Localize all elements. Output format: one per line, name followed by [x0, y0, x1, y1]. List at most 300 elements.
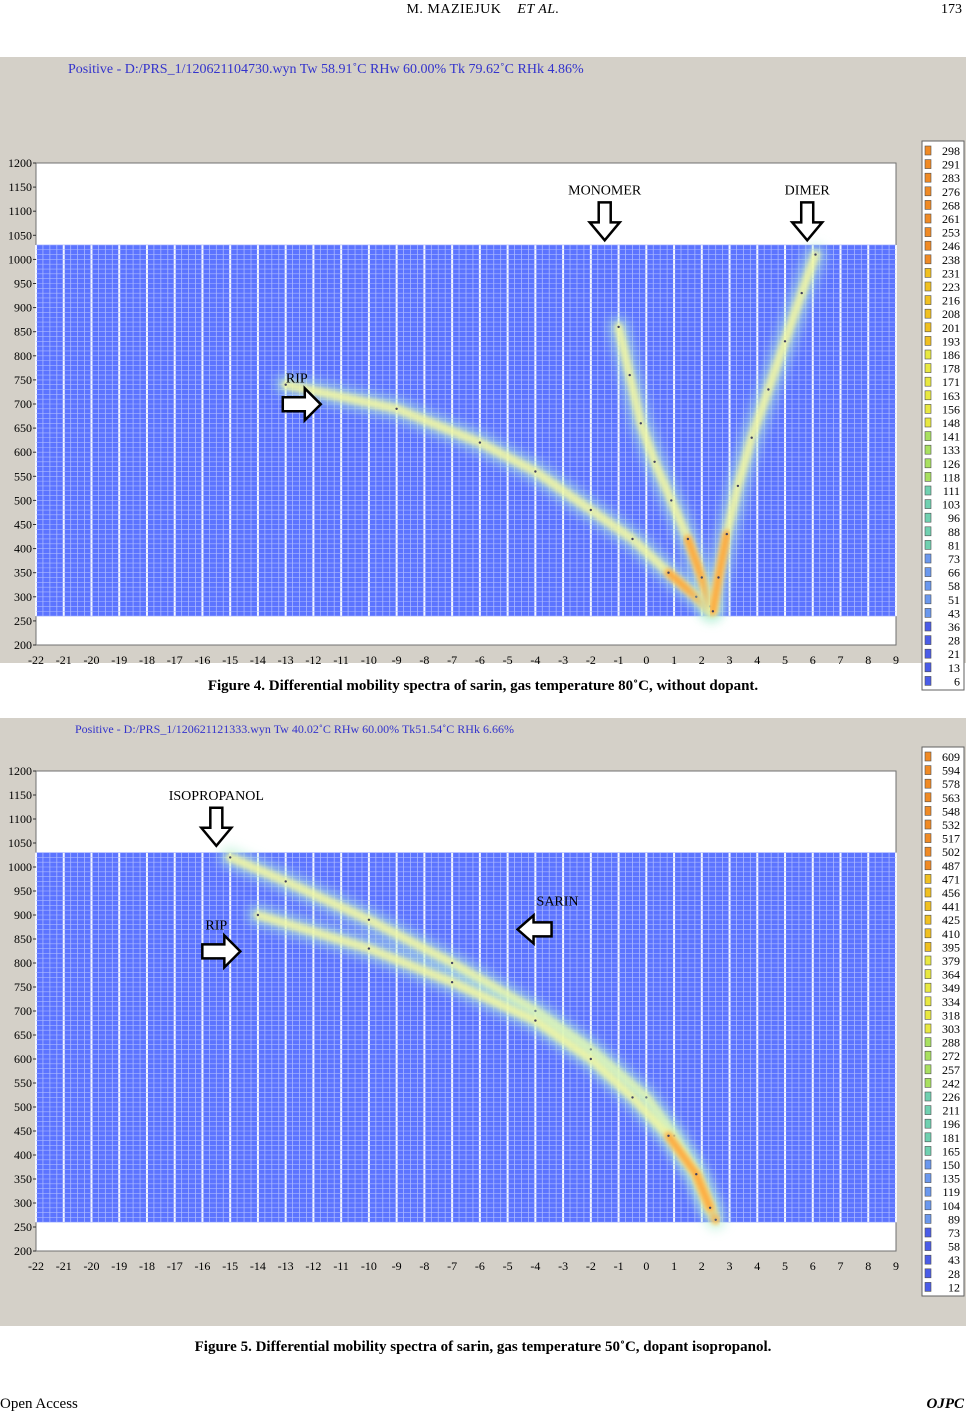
legend-swatch — [925, 983, 931, 992]
y-tick-label: 1150 — [8, 788, 32, 802]
x-tick-label: -7 — [447, 653, 458, 667]
legend-value: 578 — [942, 777, 960, 792]
legend-value: 223 — [942, 280, 960, 294]
x-axis — [28, 1259, 899, 1273]
y-tick-label: 1000 — [8, 860, 32, 874]
data-point — [479, 441, 481, 443]
x-tick-label: -13 — [277, 1259, 294, 1273]
legend-swatch — [925, 513, 931, 522]
legend-swatch — [925, 874, 931, 883]
y-tick-label: 600 — [14, 1052, 32, 1066]
x-tick-label: 4 — [754, 653, 761, 667]
x-tick-label: -2 — [585, 1259, 596, 1273]
figure-4-caption: Figure 4. Differential mobility spectra of sarin, gas temperature 80˚C, without dopant. — [207, 678, 759, 694]
legend-value: 517 — [942, 831, 960, 846]
legend-value: 502 — [942, 845, 960, 860]
legend-swatch — [925, 820, 931, 829]
legend-value: 276 — [942, 184, 960, 199]
x-tick-label: -21 — [55, 1259, 72, 1273]
x-tick-label: -19 — [111, 653, 128, 667]
annotation-label: RIP — [205, 918, 228, 934]
legend-swatch — [925, 663, 931, 672]
legend-value: 135 — [942, 1171, 960, 1186]
y-tick-label: 1200 — [8, 764, 32, 778]
data-point — [667, 572, 669, 574]
x-tick-label: 1 — [671, 653, 678, 667]
y-tick-label: 400 — [14, 1148, 32, 1162]
x-tick-label: -15 — [222, 1259, 239, 1273]
legend-swatch — [925, 418, 931, 427]
x-tick-label: -7 — [447, 1259, 458, 1273]
legend-value: 456 — [942, 886, 960, 900]
x-tick-label: -4 — [530, 653, 541, 667]
data-point — [631, 1096, 633, 1098]
x-tick-label: -9 — [391, 1259, 402, 1273]
legend-swatch — [925, 1051, 931, 1060]
y-tick-label: 900 — [14, 908, 32, 922]
legend-value: 238 — [942, 252, 960, 267]
legend-swatch — [925, 956, 931, 965]
legend-value: 73 — [948, 552, 960, 566]
legend-value: 532 — [942, 818, 960, 832]
legend-value: 73 — [948, 1226, 960, 1240]
x-tick-label: -5 — [502, 1259, 513, 1273]
legend-swatch — [925, 929, 931, 938]
y-tick-label: 800 — [14, 956, 32, 970]
x-tick-label: -21 — [55, 653, 72, 667]
y-tick-label: 200 — [14, 638, 32, 652]
data-point — [590, 1058, 592, 1060]
legend-value: 283 — [942, 171, 960, 186]
legend-value: 133 — [942, 443, 960, 458]
data-point — [695, 1173, 697, 1175]
data-point — [229, 856, 231, 858]
legend-swatch — [925, 404, 931, 413]
x-tick-label: 8 — [865, 653, 872, 667]
legend-value: 395 — [942, 940, 960, 955]
legend-swatch — [925, 1255, 931, 1264]
y-tick-label: 1150 — [8, 180, 32, 195]
data-point — [814, 253, 816, 255]
legend-value: 216 — [942, 293, 960, 308]
y-tick-label: 200 — [14, 1244, 32, 1258]
legend-swatch — [925, 486, 931, 495]
x-tick-label: -16 — [194, 1259, 211, 1273]
legend-swatch — [925, 1038, 931, 1047]
legend-swatch — [925, 554, 931, 563]
data-point — [751, 437, 753, 439]
legend-swatch — [925, 752, 931, 761]
x-tick-label: 3 — [726, 1259, 733, 1273]
legend-swatch — [925, 608, 931, 617]
x-tick-label: -8 — [419, 653, 430, 667]
y-tick-label: 550 — [14, 1076, 32, 1090]
x-axis — [28, 653, 899, 667]
data-point — [701, 576, 703, 578]
chart-title: Positive - D:/PRS_1/120621121333.wyn Tw 40.02˚C RHw 60.00% Tk51.54˚C RHk 6.66% — [75, 722, 514, 736]
page-header — [0, 0, 966, 28]
x-tick-label: -18 — [138, 1259, 155, 1273]
x-tick-label: -11 — [333, 653, 349, 667]
legend-value: 268 — [942, 198, 960, 213]
legend-swatch — [925, 500, 931, 509]
x-tick-label: 7 — [837, 1259, 844, 1273]
legend-value: 150 — [942, 1158, 960, 1172]
x-tick-label: 6 — [809, 1259, 816, 1273]
legend-value: 441 — [942, 899, 960, 914]
x-tick-label: -12 — [305, 1259, 322, 1273]
y-tick-label: 450 — [14, 517, 32, 532]
y-tick-label: 350 — [14, 565, 32, 580]
legend-value: 103 — [942, 497, 960, 512]
legend-swatch — [925, 200, 931, 209]
x-tick-label: -12 — [305, 653, 322, 667]
y-tick-label: 850 — [14, 324, 32, 339]
data-point — [285, 880, 287, 882]
legend-swatch — [925, 1160, 931, 1169]
legend-value: 43 — [948, 1253, 960, 1268]
legend-value: 196 — [942, 1117, 960, 1132]
x-tick-label: 9 — [893, 1259, 899, 1273]
x-tick-label: 5 — [782, 653, 789, 667]
legend-value: 425 — [942, 913, 960, 928]
data-point — [653, 461, 655, 463]
legend-value: 126 — [942, 456, 960, 471]
y-tick-label: 950 — [14, 276, 32, 291]
y-tick-label: 350 — [14, 1172, 32, 1186]
legend-value: 208 — [942, 307, 960, 322]
y-tick-label: 700 — [14, 397, 32, 411]
legend-value: 410 — [942, 926, 960, 941]
legend-value: 257 — [942, 1062, 960, 1077]
legend-swatch — [925, 1174, 931, 1183]
data-point — [629, 374, 631, 376]
legend-value: 28 — [948, 633, 960, 648]
legend-value: 181 — [942, 1130, 960, 1145]
y-tick-label: 600 — [14, 445, 32, 460]
legend-swatch — [925, 622, 931, 631]
x-tick-label: -4 — [530, 1259, 541, 1273]
x-tick-label: -20 — [83, 1259, 100, 1273]
y-tick-label: 650 — [14, 1028, 32, 1042]
x-tick-label: 9 — [893, 653, 899, 667]
color-legend — [922, 747, 964, 1296]
y-tick-label: 500 — [14, 493, 32, 508]
legend-value: 28 — [948, 1266, 960, 1281]
legend-value: 272 — [942, 1049, 960, 1064]
x-tick-label: -1 — [613, 1259, 624, 1273]
y-axis — [8, 156, 36, 652]
legend-swatch — [925, 364, 931, 373]
data-point — [590, 509, 592, 511]
x-tick-label: -17 — [166, 1259, 183, 1273]
y-axis — [8, 764, 36, 1258]
data-point — [640, 422, 642, 424]
footer-journal: OJPC — [926, 1396, 964, 1412]
legend-value: 291 — [942, 157, 960, 172]
legend-swatch — [925, 309, 931, 318]
chart-title: Positive - D:/PRS_1/120621104730.wyn Tw 58.91˚C RHw 60.00% Tk 79.62˚C RHk 4.86% — [68, 62, 584, 77]
header-authors: M. MAZIEJUK — [406, 2, 502, 17]
annotation-label: DIMER — [784, 183, 830, 199]
legend-swatch — [925, 336, 931, 345]
data-point — [670, 499, 672, 501]
footer-open-access: Open Access — [0, 1396, 78, 1412]
x-tick-label: -17 — [166, 653, 183, 667]
x-tick-label: -6 — [474, 653, 485, 667]
x-tick-label: 0 — [643, 1259, 650, 1273]
x-tick-label: 4 — [754, 1259, 761, 1273]
legend-swatch — [925, 1106, 931, 1115]
legend-swatch — [925, 391, 931, 400]
legend-value: 242 — [942, 1076, 960, 1091]
data-point — [368, 919, 370, 921]
legend-swatch — [925, 527, 931, 536]
x-tick-label: -11 — [333, 1259, 349, 1273]
legend-value: 563 — [942, 790, 960, 805]
x-tick-label: -9 — [391, 653, 402, 667]
x-tick-label: -14 — [249, 653, 266, 667]
legend-value: 201 — [942, 320, 960, 335]
data-point — [534, 1019, 536, 1021]
annotation-label: MONOMER — [568, 183, 642, 199]
y-tick-label: 1050 — [8, 836, 32, 850]
data-point — [257, 914, 259, 916]
legend-value: 379 — [942, 954, 960, 968]
data-point — [784, 340, 786, 342]
legend-value: 66 — [948, 565, 960, 580]
legend-swatch — [925, 834, 931, 843]
x-tick-label: -22 — [28, 653, 44, 667]
legend-swatch — [925, 1078, 931, 1087]
legend-swatch — [925, 1010, 931, 1019]
legend-swatch — [925, 173, 931, 182]
legend-swatch — [925, 1119, 931, 1128]
legend-swatch — [925, 1024, 931, 1033]
x-tick-label: -19 — [111, 1259, 128, 1273]
legend-swatch — [925, 282, 931, 291]
data-point — [395, 408, 397, 410]
data-point — [368, 947, 370, 949]
legend-swatch — [925, 214, 931, 223]
data-point — [801, 292, 803, 294]
legend-swatch — [925, 1214, 931, 1223]
legend-swatch — [925, 160, 931, 169]
data-point — [451, 981, 453, 983]
figure-5-caption: Figure 5. Differential mobility spectra of sarin, gas temperature 50˚C, dopant isopropanol. — [194, 1339, 772, 1355]
x-tick-label: -10 — [360, 653, 377, 667]
page-number: 173 — [941, 2, 962, 17]
legend-value: 81 — [948, 538, 960, 553]
x-tick-label: 2 — [698, 653, 705, 667]
color-legend — [922, 141, 964, 690]
legend-swatch — [925, 255, 931, 264]
x-tick-label: 7 — [837, 653, 844, 667]
x-tick-label: -13 — [277, 653, 294, 667]
legend-value: 261 — [942, 212, 960, 226]
legend-value: 148 — [942, 416, 960, 430]
legend-value: 141 — [942, 429, 960, 444]
legend-swatch — [925, 636, 931, 645]
x-tick-label: -8 — [419, 1259, 430, 1273]
x-tick-label: -3 — [558, 653, 569, 667]
data-point — [767, 388, 769, 390]
legend-swatch — [925, 1133, 931, 1142]
data-point — [712, 610, 714, 612]
data-point — [617, 326, 619, 328]
legend-value: 246 — [942, 239, 960, 254]
data-point — [737, 485, 739, 487]
legend-swatch — [925, 445, 931, 454]
y-tick-label: 900 — [14, 300, 32, 315]
x-tick-label: -5 — [502, 653, 513, 667]
legend-swatch — [925, 568, 931, 577]
data-point — [687, 538, 689, 540]
legend-value: 12 — [948, 1280, 960, 1295]
x-tick-label: 2 — [698, 1259, 705, 1273]
legend-value: 21 — [948, 647, 960, 662]
legend-swatch — [925, 1201, 931, 1210]
x-tick-label: -6 — [474, 1259, 485, 1273]
legend-swatch — [925, 268, 931, 277]
y-tick-label: 700 — [14, 1004, 32, 1018]
legend-swatch — [925, 595, 931, 604]
y-tick-label: 950 — [14, 884, 32, 898]
legend-swatch — [925, 459, 931, 468]
legend-swatch — [925, 1242, 931, 1251]
legend-value: 471 — [942, 872, 960, 887]
legend-value: 165 — [942, 1144, 960, 1159]
legend-swatch — [925, 1269, 931, 1278]
legend-swatch — [925, 970, 931, 979]
legend-swatch — [925, 861, 931, 870]
data-point — [534, 470, 536, 472]
y-tick-label: 550 — [14, 469, 32, 484]
legend-swatch — [925, 146, 931, 155]
legend-swatch — [925, 241, 931, 250]
x-tick-label: 8 — [865, 1259, 872, 1273]
heatmap-chart-figure-5 — [0, 718, 966, 1326]
legend-value: 171 — [942, 375, 960, 390]
header-et-al: ET AL. — [517, 2, 560, 17]
annotation-label: SARIN — [536, 894, 579, 910]
data-point — [709, 1207, 711, 1209]
legend-value: 163 — [942, 388, 960, 403]
legend-value: 178 — [942, 361, 960, 376]
y-tick-label: 250 — [14, 1220, 32, 1234]
y-tick-label: 450 — [14, 1124, 32, 1138]
legend-value: 96 — [948, 511, 960, 526]
legend-swatch — [925, 323, 931, 332]
x-tick-label: 5 — [782, 1259, 789, 1273]
legend-swatch — [925, 350, 931, 359]
legend-value: 303 — [942, 1022, 960, 1036]
x-tick-label: -18 — [138, 653, 155, 667]
legend-swatch — [925, 1282, 931, 1291]
x-tick-label: 1 — [671, 1259, 678, 1273]
legend-swatch — [925, 779, 931, 788]
legend-swatch — [925, 997, 931, 1006]
legend-value: 364 — [942, 967, 960, 982]
annotation-label: RIP — [285, 371, 308, 387]
legend-value: 211 — [942, 1103, 960, 1118]
data-point — [726, 533, 728, 535]
x-tick-label: -14 — [249, 1259, 266, 1273]
x-tick-label: -22 — [28, 1259, 44, 1273]
legend-swatch — [925, 1146, 931, 1155]
y-tick-label: 300 — [14, 589, 32, 604]
running-title — [0, 2, 966, 18]
legend-value: 43 — [948, 606, 960, 621]
y-tick-label: 800 — [14, 348, 32, 363]
legend-swatch — [925, 942, 931, 951]
y-tick-label: 1100 — [8, 204, 32, 219]
x-tick-label: -15 — [222, 653, 239, 667]
legend-value: 89 — [948, 1212, 960, 1227]
legend-value: 226 — [942, 1090, 960, 1104]
y-tick-label: 750 — [14, 372, 32, 387]
legend-value: 231 — [942, 266, 960, 281]
y-tick-label: 750 — [14, 980, 32, 994]
legend-value: 288 — [942, 1035, 960, 1050]
legend-value: 193 — [942, 334, 960, 349]
legend-value: 6 — [954, 674, 960, 689]
legend-value: 548 — [942, 804, 960, 819]
legend-swatch — [925, 806, 931, 815]
legend-value: 58 — [948, 579, 960, 594]
data-point — [631, 538, 633, 540]
data-point — [451, 962, 453, 964]
chart-panel-figure-5 — [0, 718, 966, 1326]
legend-value: 13 — [948, 660, 960, 675]
legend-value: 104 — [942, 1198, 960, 1213]
legend-value: 36 — [948, 620, 960, 634]
y-tick-label: 1050 — [8, 228, 32, 243]
x-tick-label: -10 — [360, 1259, 377, 1273]
legend-swatch — [925, 472, 931, 481]
legend-swatch — [925, 888, 931, 897]
legend-value: 334 — [942, 994, 960, 1009]
legend-value: 609 — [942, 750, 960, 764]
legend-value: 118 — [942, 470, 960, 485]
legend-value: 119 — [942, 1185, 960, 1200]
legend-swatch — [925, 432, 931, 441]
y-tick-label: 300 — [14, 1196, 32, 1210]
legend-swatch — [925, 847, 931, 856]
legend-swatch — [925, 581, 931, 590]
data-point — [667, 1135, 669, 1137]
legend-value: 111 — [942, 484, 960, 498]
data-point — [717, 576, 719, 578]
legend-swatch — [925, 915, 931, 924]
y-tick-label: 400 — [14, 541, 32, 556]
legend-swatch — [925, 296, 931, 305]
legend-value: 51 — [948, 592, 960, 607]
legend-swatch — [925, 1228, 931, 1237]
legend-value: 156 — [942, 402, 960, 417]
x-tick-label: -3 — [558, 1259, 569, 1273]
legend-swatch — [925, 1092, 931, 1101]
x-tick-label: -20 — [83, 653, 100, 667]
legend-value: 487 — [942, 858, 960, 873]
x-tick-label: 0 — [643, 653, 650, 667]
data-point — [715, 1219, 717, 1221]
y-tick-label: 1100 — [8, 812, 32, 826]
legend-swatch — [925, 187, 931, 196]
legend-value: 186 — [942, 348, 960, 362]
legend-swatch — [925, 377, 931, 386]
legend-value: 298 — [942, 144, 960, 158]
